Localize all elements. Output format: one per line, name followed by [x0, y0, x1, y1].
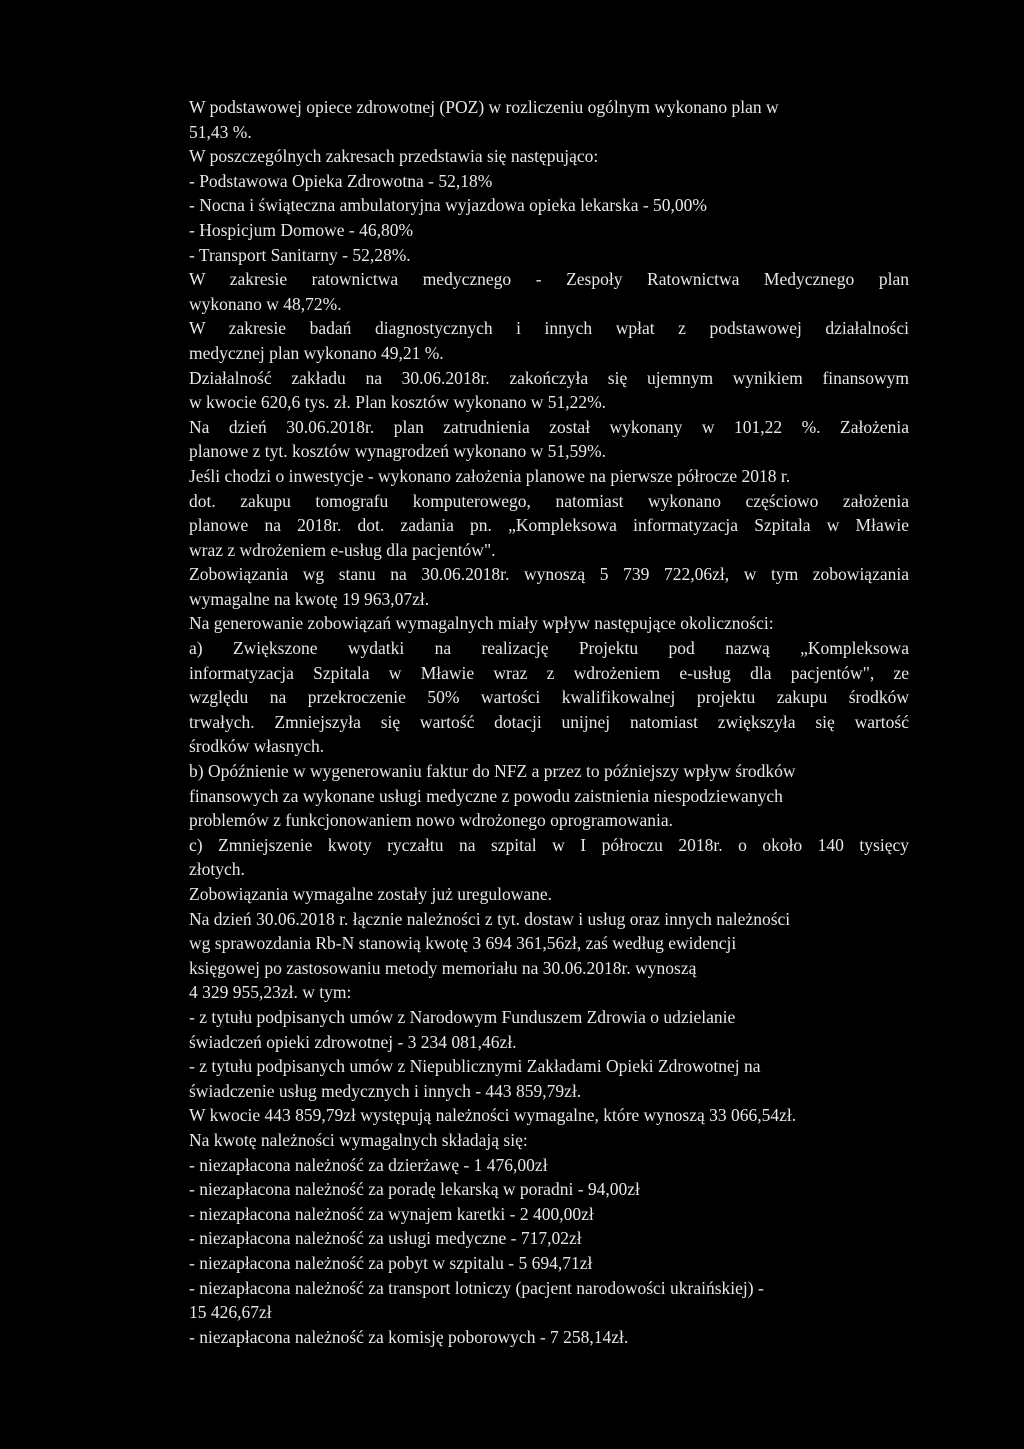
text-line: - niezapłacona należność za usługi medyczne - 717,02zł [189, 1228, 582, 1249]
text-line: medycznej plan wykonano 49,21 %. [189, 342, 444, 363]
text-line: - Podstawowa Opieka Zdrowotna - 52,18% [189, 170, 493, 191]
document-body [189, 95, 909, 1349]
text-line: w kwocie 620,6 tys. zł. Plan kosztów wykonano w 51,22%. [189, 392, 607, 413]
text-line: W kwocie 443 859,79zł występują należności wymagalne, które wynoszą 33 066,54zł. [189, 1105, 797, 1126]
text-line: W zakresie badań diagnostycznych i innych wpłat z podstawowej działalności [189, 318, 909, 339]
text-line: Na dzień 30.06.2018r. plan zatrudnienia został wykonany w 101,22 %. Założenia [189, 416, 909, 437]
text-line: świadczenie usług medycznych i innych - 443 859,79zł. [189, 1080, 582, 1101]
text-line: wg sprawozdania Rb-N stanowią kwotę 3 694 361,56zł, zaś według ewidencji [189, 933, 737, 954]
text-line: Na generowanie zobowiązań wymagalnych miały wpływ następujące okoliczności: [189, 613, 774, 634]
text-line: Na dzień 30.06.2018 r. łącznie należności z tyt. dostaw i usług oraz innych należności [189, 908, 791, 929]
text-line: W podstawowej opiece zdrowotnej (POZ) w rozliczeniu ogólnym wykonano plan w [189, 97, 779, 117]
text-line: wraz z wdrożeniem e-usług dla pacjentów". [189, 539, 496, 560]
text-line: Na kwotę należności wymagalnych składają się: [189, 1129, 528, 1150]
text-line: - niezapłacona należność za wynajem karetki - 2 400,00zł [189, 1203, 594, 1224]
text-line: wykonano w 48,72%. [189, 293, 342, 314]
text-line: planowe na 2018r. dot. zadania pn. „Kompleksowa informatyzacja Szpitala w Mławie [189, 515, 909, 536]
text-line: informatyzacja Szpitala w Mławie wraz z wdrożeniem e-usług dla pacjentów", ze [189, 662, 909, 683]
text-line: Zobowiązania wymagalne zostały już uregulowane. [189, 884, 552, 904]
text-line: względu na przekroczenie 50% wartości kwalifikowalnej projektu zakupu środków [189, 687, 909, 708]
text-line: W zakresie ratownictwa medycznego - Zespoły Ratownictwa Medycznego plan [189, 269, 909, 290]
text-line: planowe z tyt. kosztów wynagrodzeń wykonano w 51,59%. [189, 441, 606, 462]
text-line: - z tytułu podpisanych umów z Niepublicznymi Zakładami Opieki Zdrowotnej na [189, 1056, 761, 1077]
text-line: problemów z funkcjonowaniem nowo wdrożonego oprogramowania. [189, 810, 674, 831]
text-line: 15 426,67zł [189, 1302, 272, 1323]
text-line: - Transport Sanitarny - 52,28%. [189, 244, 411, 265]
text-line: złotych. [189, 859, 245, 880]
text-line: 51,43 %. [189, 121, 252, 142]
text-line: - niezapłacona należność za poradę lekarską w poradni - 94,00zł [189, 1179, 640, 1200]
text-line: Zobowiązania wg stanu na 30.06.2018r. wynoszą 5 739 722,06zł, w tym zobowiązania [189, 564, 909, 585]
text-line: - Hospicjum Domowe - 46,80% [189, 219, 414, 240]
text-line: - niezapłacona należność za transport lotniczy (pacjent narodowości ukraińskiej) - [189, 1277, 764, 1298]
text-line: - niezapłacona należność za komisję poborowych - 7 258,14zł. [189, 1326, 629, 1347]
text-line: wymagalne na kwotę 19 963,07zł. [189, 588, 430, 609]
text-line: Działalność zakładu na 30.06.2018r. zakończyła się ujemnym wynikiem finansowym [189, 367, 909, 388]
text-line: a) Zwiększone wydatki na realizację Projektu pod nazwą „Kompleksowa [189, 638, 909, 659]
text-line: 4 329 955,23zł. w tym: [189, 982, 352, 1003]
text-line: świadczeń opieki zdrowotnej - 3 234 081,46zł. [189, 1031, 517, 1052]
text-line: - niezapłacona należność za pobyt w szpitalu - 5 694,71zł [189, 1252, 593, 1273]
text-line: c) Zmniejszenie kwoty ryczałtu na szpital w I półroczu 2018r. o około 140 tysięcy [189, 834, 909, 855]
text-line: Jeśli chodzi o inwestycje - wykonano założenia planowe na pierwsze półrocze 2018 r. [189, 465, 791, 486]
text-line: księgowej po zastosowaniu metody memoriału na 30.06.2018r. wynoszą [189, 957, 697, 978]
text-line: finansowych za wykonane usługi medyczne z powodu zaistnienia niespodziewanych [189, 785, 783, 806]
text-line: trwałych. Zmniejszyła się wartość dotacji unijnej natomiast zwiększyła się wartość [189, 711, 909, 732]
text-line: - Nocna i świąteczna ambulatoryjna wyjazdowa opieka lekarska - 50,00% [189, 195, 707, 216]
text-line: dot. zakupu tomografu komputerowego, natomiast wykonano częściowo założenia [189, 490, 909, 511]
text-line: środków własnych. [189, 736, 325, 757]
text-line: b) Opóźnienie w wygenerowaniu faktur do NFZ a przez to późniejszy wpływ środków [189, 761, 796, 782]
text-line: W poszczególnych zakresach przedstawia się następująco: [189, 146, 599, 167]
text-line: - niezapłacona należność za dzierżawę - 1 476,00zł [189, 1154, 548, 1175]
text-line: - z tytułu podpisanych umów z Narodowym Funduszem Zdrowia o udzielanie [189, 1006, 736, 1027]
